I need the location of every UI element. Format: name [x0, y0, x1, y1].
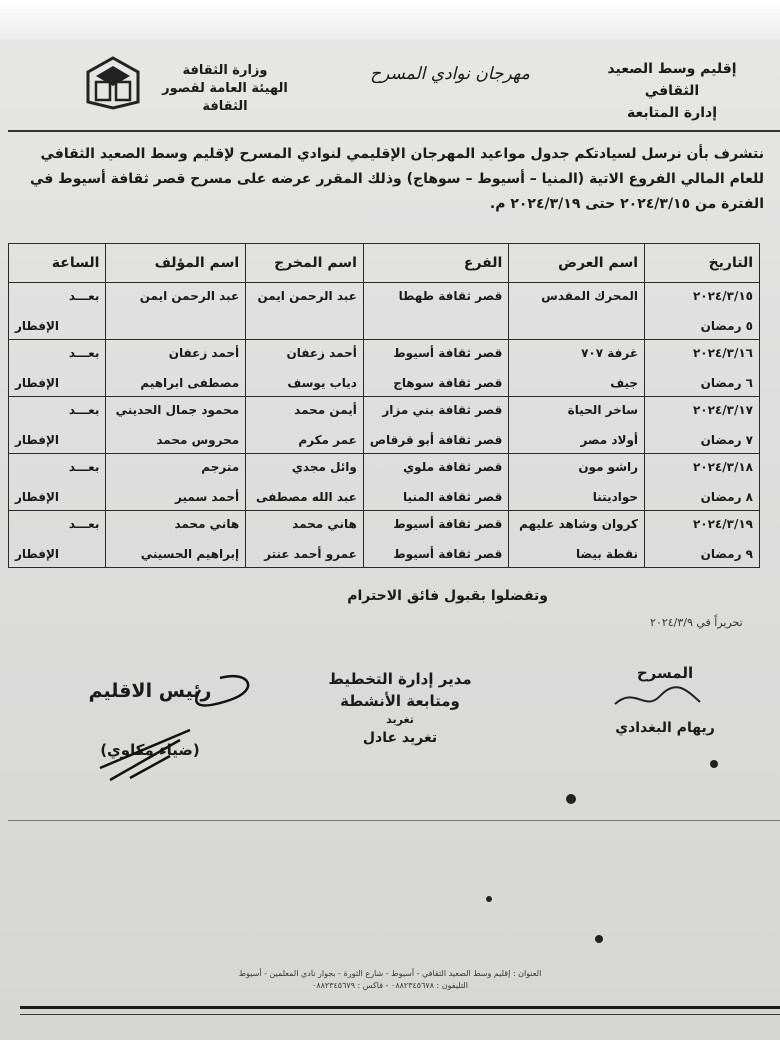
show-name-2: جيف — [610, 376, 639, 390]
branch-name-2: قصر ثقافة المنيا — [403, 490, 503, 504]
author-name-2: مصطفى ابراهيم — [140, 376, 240, 390]
branch-name-2: قصر ثقافة أبو قرقاص — [369, 433, 503, 447]
show-cell — [509, 283, 645, 340]
signature-name: (ضياء مكاوي) — [100, 741, 200, 759]
author-name-2: إبراهيم الحسيني — [140, 547, 240, 561]
header-time: الساعة — [9, 244, 106, 283]
time-value: بعـــد — [68, 289, 100, 303]
show-name: راشو مون — [578, 460, 639, 474]
day-value: ٥ رمضان — [700, 319, 753, 333]
branch-name: قصر ثقافة طهطا — [398, 289, 503, 303]
day-value: ٧ رمضان — [700, 433, 753, 447]
department-title: إدارة المتابعة — [626, 105, 718, 121]
author-cell — [106, 397, 246, 454]
director-cell — [246, 511, 364, 568]
day-value: ٩ رمضان — [700, 547, 753, 561]
ministry-title: وزارة الثقافة — [182, 63, 268, 78]
director-name: أحمد زعفان — [286, 346, 357, 360]
branch-name: قصر ثقافة ملوي — [403, 460, 503, 474]
footer-line-2: التليفون : ٠٨٨٢٣٤٥٦٧٨ - فاكس : ٠٨٨٢٣٤٥٦٧٩ — [312, 981, 468, 990]
intro-paragraph — [12, 142, 764, 217]
time-value-2: الإفطار — [15, 319, 60, 333]
show-name-2: نقطة بيضا — [576, 547, 639, 561]
handwritten-note: مهرجان نوادي المسرح — [370, 64, 530, 84]
director-name: عبد الرحمن ايمن — [257, 289, 357, 303]
branch-cell — [363, 397, 508, 454]
page-divider — [8, 820, 780, 821]
time-cell — [9, 454, 106, 511]
date-value: ٢٠٢٤/٣/١٥ — [692, 289, 753, 303]
header-director: اسم المخرج — [246, 244, 364, 283]
footer-address — [40, 968, 740, 992]
table-row — [9, 397, 760, 454]
time-value: بعـــد — [68, 517, 100, 531]
signature-title: مدير إدارة التخطيط — [328, 670, 472, 688]
author-cell — [106, 511, 246, 568]
date-value: ٢٠٢٤/٣/١٧ — [692, 403, 753, 417]
signature-title: رئيس الاقليم — [88, 680, 212, 702]
table-row — [9, 511, 760, 568]
day-value: ٨ رمضان — [700, 490, 753, 504]
director-name: هاني محمد — [292, 517, 357, 531]
header-branch: الفرع — [363, 244, 508, 283]
show-name: غرفة ٧٠٧ — [581, 346, 639, 360]
ink-speck — [486, 896, 492, 902]
director-cell — [246, 283, 364, 340]
handwritten-signature-icon — [605, 684, 725, 714]
table-row — [9, 283, 760, 340]
date-cell — [645, 454, 760, 511]
branch-cell — [363, 511, 508, 568]
authority-title: الهيئة العامة لقصور الثقافة — [162, 81, 288, 114]
signature-block-theatre — [580, 662, 750, 738]
time-cell — [9, 397, 106, 454]
branch-name: قصر ثقافة بني مزار — [382, 403, 503, 417]
show-name-2: حواديتنا — [592, 490, 639, 504]
signature-name: ريهام البغدادي — [615, 720, 715, 736]
show-cell — [509, 511, 645, 568]
branch-cell — [363, 283, 508, 340]
footer-line-1: العنوان : إقليم وسط الصعيد الثقافي - أسيوط - شارع الثورة - بجوار نادي المعلمين - أسيوط — [238, 969, 542, 978]
ink-speck — [595, 935, 603, 943]
director-name-2: عمرو أحمد عنتر — [264, 547, 357, 561]
intro-line-1: نتشرف بأن نرسل لسيادتكم جدول مواعيد المهرجان الإقليمي لنوادي المسرح لإقليم وسط الصعيد الثقافي — [40, 146, 764, 162]
date-cell — [645, 340, 760, 397]
intro-line-3: الفترة من ٢٠٢٤/٣/١٥ حتى ٢٠٢٤/٣/١٩ م. — [489, 196, 764, 212]
date-value: ٢٠٢٤/٣/١٩ — [692, 517, 753, 531]
header-show: اسم العرض — [509, 244, 645, 283]
page-fold — [0, 0, 780, 40]
author-name: هاني محمد — [174, 517, 240, 531]
date-value: ٢٠٢٤/٣/١٦ — [692, 346, 753, 360]
signature-scrawl-text: تغريد — [386, 713, 414, 726]
ink-speck — [566, 794, 576, 804]
footer-rule-2 — [20, 1014, 780, 1015]
signature-title-2: ومتابعة الأنشطة — [340, 692, 460, 710]
author-name-2: محروس محمد — [156, 433, 240, 447]
author-cell — [106, 283, 246, 340]
time-cell — [9, 283, 106, 340]
day-value: ٦ رمضان — [700, 376, 753, 390]
author-name: محمود جمال الحديني — [115, 403, 240, 417]
director-cell — [246, 454, 364, 511]
signature-title: المسرح — [636, 664, 694, 682]
show-name: المحرك المقدس — [541, 289, 639, 303]
time-value-2: الإفطار — [15, 490, 60, 504]
author-name: مترجم — [201, 460, 240, 474]
director-cell — [246, 397, 364, 454]
branch-name-2: قصر ثقافة أسيوط — [393, 547, 503, 561]
signature-name: تغريد عادل — [362, 730, 438, 746]
show-cell — [509, 454, 645, 511]
closing-phrase: وتفضلوا بقبول فائق الاحترام — [347, 588, 548, 604]
time-value-2: الإفطار — [15, 433, 60, 447]
schedule-table — [8, 243, 760, 568]
footer-rule — [20, 1006, 780, 1009]
show-name: كروان وشاهد عليهم — [519, 517, 639, 531]
branch-cell — [363, 340, 508, 397]
region-header — [582, 58, 762, 124]
ink-speck — [710, 760, 718, 768]
signature-block-planning — [300, 668, 500, 748]
date-value: ٢٠٢٤/٣/١٨ — [692, 460, 753, 474]
table-header-row — [9, 244, 760, 283]
header-date: التاريخ — [645, 244, 760, 283]
show-cell — [509, 340, 645, 397]
author-cell — [106, 454, 246, 511]
date-stamp: تحريراً في ٢٠٢٤/٣/٩ — [650, 616, 743, 629]
director-name-2: دياب يوسف — [287, 376, 357, 390]
time-value-2: الإفطار — [15, 376, 60, 390]
author-cell — [106, 340, 246, 397]
intro-line-2: للعام المالي الفروع الاتية (المنيا – أسيوط – سوهاج) وذلك المقرر عرضه على مسرح قصر ثقافة أسيوط في — [29, 171, 764, 187]
show-name: ساخر الحياة — [567, 403, 639, 417]
date-cell — [645, 511, 760, 568]
table-row — [9, 454, 760, 511]
header-divider — [8, 130, 780, 132]
branch-name-2: قصر ثقافة سوهاج — [393, 376, 503, 390]
time-cell — [9, 340, 106, 397]
time-value: بعـــد — [68, 460, 100, 474]
time-cell — [9, 511, 106, 568]
director-name: وائل مجدي — [291, 460, 357, 474]
date-cell — [645, 397, 760, 454]
author-name-2: أحمد سمير — [175, 490, 240, 504]
author-name: عبد الرحمن ايمن — [139, 289, 240, 303]
branch-name: قصر ثقافة أسيوط — [393, 346, 503, 360]
table-row — [9, 340, 760, 397]
time-value: بعـــد — [68, 346, 100, 360]
ministry-header — [150, 62, 300, 116]
show-name-2: أولاد مصر — [580, 433, 639, 447]
time-value-2: الإفطار — [15, 547, 60, 561]
header-author: اسم المؤلف — [106, 244, 246, 283]
director-cell — [246, 340, 364, 397]
time-value: بعـــد — [68, 403, 100, 417]
director-name-2: عبد الله مصطفى — [255, 490, 357, 504]
director-name: أيمن محمد — [294, 403, 357, 417]
signature-block-region-head — [60, 680, 240, 760]
ministry-logo-icon — [86, 56, 140, 110]
date-cell — [645, 283, 760, 340]
author-name: أحمد زعفان — [168, 346, 240, 360]
director-name-2: عمر مكرم — [298, 433, 357, 447]
region-title: إقليم وسط الصعيد الثقافي — [607, 61, 737, 99]
show-cell — [509, 397, 645, 454]
branch-cell — [363, 454, 508, 511]
branch-name: قصر ثقافة أسيوط — [393, 517, 503, 531]
